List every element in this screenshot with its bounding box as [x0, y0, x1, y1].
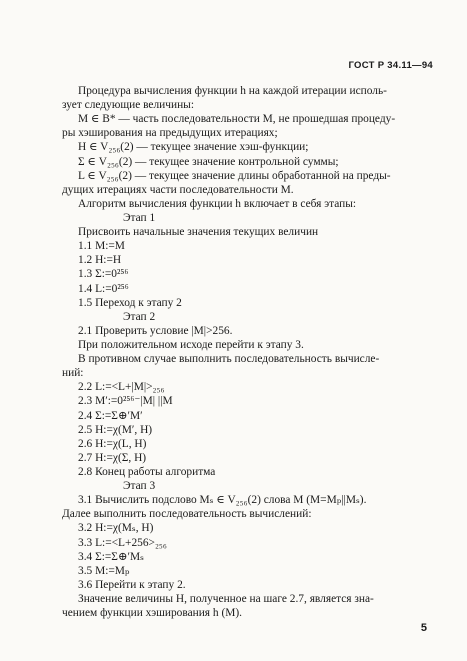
step-line: 1.3 Σ:=0²⁵⁶ — [78, 268, 129, 281]
text-line: В противном случае выполнить последовательность вычисле- — [78, 353, 380, 366]
step-line: 2.2 L:=<L+|M|>₂₅₆ — [78, 381, 165, 394]
text-line: H ∈ V₂₅₆(2) — текущее значение хэш-функции; — [78, 141, 309, 154]
step-line: 1.2 H:=H — [78, 254, 122, 267]
step-line: 3.5 M:=Mₚ — [78, 564, 130, 577]
text-line: Значение величины H, полученное на шаге 2.7, является зна- — [78, 592, 374, 605]
text-line: M ∈ B* — часть последовательности M, не прошедшая процеду- — [78, 113, 396, 126]
step-line: 2.4 Σ:=Σ⊕′M′ — [78, 409, 143, 422]
text-line: зует следующие величины: — [62, 99, 194, 112]
stage-heading: Этап 1 — [123, 212, 156, 224]
step-line: 2.7 H:=χ(Σ, H) — [78, 451, 147, 464]
text-line: дущих итерациях части последовательности M. — [62, 183, 294, 196]
step-line: 2.8 Конец работы алгоритма — [78, 465, 216, 478]
step-line: 3.1 Вычислить подслово Mₛ ∈ V₂₅₆(2) слова M (M=Mₚ||Mₛ). — [78, 494, 367, 507]
text-line: L ∈ V₂₅₆(2) — текущее значение длины обработанной на преды- — [78, 169, 391, 182]
step-line: 2.1 Проверить условие |M|>256. — [78, 324, 233, 337]
page-number: 5 — [420, 622, 427, 634]
text-line: Процедура вычисления функции h на каждой итерации исполь- — [78, 85, 387, 97]
step-line: 3.3 L:=<L+256>₂₅₆ — [78, 536, 167, 549]
step-line: 3.4 Σ:=Σ⊕′Mₛ — [78, 550, 144, 563]
step-line: 1.1 M:=M — [78, 240, 125, 253]
text-line: Σ ∈ V₂₅₆(2) — текущее значение контрольной суммы; — [78, 155, 339, 168]
text-line: ры хэширования на предыдущих итерациях; — [62, 127, 278, 140]
step-line: 3.6 Перейти к этапу 2. — [78, 578, 186, 591]
text-line: ний: — [62, 367, 84, 380]
step-line: 2.3 M′:=0²⁵⁶⁻|M| ||M — [78, 395, 173, 408]
text-line: При положительном исходе перейти к этапу 3. — [78, 338, 304, 351]
text-line: Присвоить начальные значения текущих величин — [78, 226, 319, 239]
step-line: 2.6 H:=χ(L, H) — [78, 437, 147, 450]
running-header: ГОСТ Р 34.11—94 — [348, 60, 433, 71]
step-line: 1.5 Переход к этапу 2 — [78, 296, 182, 309]
step-line: 3.2 H:=χ(Mₛ, H) — [78, 522, 154, 535]
text-line: Алгоритм вычисления функции h включает в себя этапы: — [78, 197, 357, 210]
text-line: Далее выполнить последовательность вычислений: — [62, 508, 312, 521]
step-line: 1.4 L:=0²⁵⁶ — [78, 282, 129, 295]
stage-heading: Этап 2 — [123, 310, 156, 323]
step-line: 2.5 H:=χ(M′, H) — [78, 423, 153, 436]
stage-heading: Этап 3 — [123, 480, 156, 492]
text-line: чением функции хэширования h (M). — [62, 607, 243, 619]
